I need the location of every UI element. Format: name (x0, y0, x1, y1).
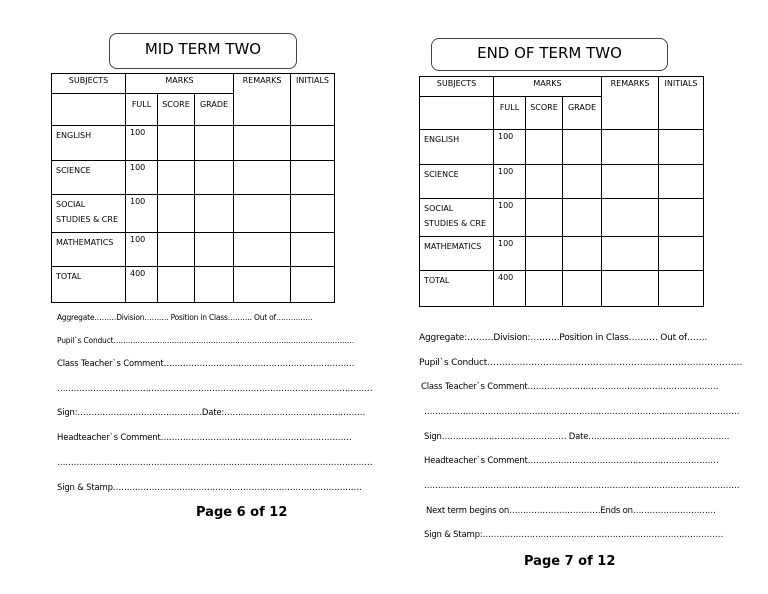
table-row (52, 195, 335, 233)
grade-cell[interactable] (195, 161, 234, 195)
initials-cell[interactable] (659, 237, 704, 271)
initials-cell[interactable] (291, 126, 335, 161)
aggregate-line: Aggregate………Division………. Position in Class………. Out of…………… (57, 313, 313, 322)
full-mark-cell: 100 (494, 199, 526, 237)
full-mark-cell: 100 (494, 237, 526, 271)
score-cell[interactable] (158, 161, 195, 195)
table-row (52, 267, 335, 303)
header-full: FULL (126, 94, 158, 126)
initials-cell[interactable] (659, 130, 704, 165)
score-cell[interactable] (526, 237, 563, 271)
header-subjects: SUBJECTS (52, 74, 126, 94)
header-initials: INITIALS (659, 77, 704, 130)
header-full: FULL (494, 97, 526, 130)
remarks-cell[interactable] (234, 195, 291, 233)
remarks-cell[interactable] (234, 126, 291, 161)
headteacher-comment-line: Headteacher`s Comment…………………………………………………………… (57, 433, 352, 443)
grade-cell[interactable] (563, 237, 602, 271)
grade-cell[interactable] (195, 233, 234, 267)
conduct-line: Pupil`s Conduct……………………………………………………………………………………… (57, 336, 355, 345)
subject-cell: ENGLISH (420, 130, 494, 165)
subject-cell: SOCIAL STUDIES & CRE (420, 199, 494, 237)
subject-cell: MATHEMATICS (52, 233, 126, 267)
grade-cell[interactable] (195, 195, 234, 233)
full-mark-cell: 400 (126, 267, 158, 303)
remarks-cell[interactable] (234, 161, 291, 195)
sign-date-line: Sign……………………………………… Date…………………………………………… (424, 432, 730, 442)
subject-cell: ENGLISH (52, 126, 126, 161)
full-mark-cell: 400 (494, 271, 526, 307)
remarks-cell[interactable] (602, 271, 659, 307)
mid-term-marks-table (51, 73, 335, 303)
page-number: Page 6 of 12 (196, 505, 288, 520)
page-number: Page 7 of 12 (524, 554, 616, 569)
initials-cell[interactable] (291, 195, 335, 233)
full-mark-cell: 100 (126, 233, 158, 267)
header-marks: MARKS (126, 74, 234, 94)
table-row (420, 237, 704, 271)
subject-cell: TOTAL (420, 271, 494, 307)
table-row (420, 271, 704, 307)
end-term-marks-table (419, 76, 704, 307)
remarks-cell[interactable] (602, 237, 659, 271)
header-empty (420, 97, 494, 130)
grade-cell[interactable] (195, 267, 234, 303)
table-row (420, 130, 704, 165)
grade-cell[interactable] (563, 130, 602, 165)
score-cell[interactable] (526, 165, 563, 199)
initials-cell[interactable] (659, 199, 704, 237)
mid-term-title: MID TERM TWO (109, 33, 297, 69)
full-mark-cell: 100 (494, 165, 526, 199)
table-row (52, 161, 335, 195)
grade-cell[interactable] (195, 126, 234, 161)
grade-cell[interactable] (563, 199, 602, 237)
score-cell[interactable] (526, 199, 563, 237)
blank-line: …………………………………………………………………………………………………… (424, 407, 740, 417)
remarks-cell[interactable] (602, 165, 659, 199)
remarks-cell[interactable] (234, 267, 291, 303)
full-mark-cell: 100 (126, 161, 158, 195)
header-marks: MARKS (494, 77, 602, 97)
header-remarks: REMARKS (602, 77, 659, 130)
score-cell[interactable] (158, 233, 195, 267)
initials-cell[interactable] (291, 233, 335, 267)
next-term-line: Next term begins on……………………………Ends on………………………… (426, 506, 716, 516)
teacher-comment-line: Class Teacher`s Comment…………………………………………………………… (57, 359, 355, 369)
initials-cell[interactable] (659, 271, 704, 307)
remarks-cell[interactable] (234, 233, 291, 267)
score-cell[interactable] (526, 130, 563, 165)
remarks-cell[interactable] (602, 199, 659, 237)
initials-cell[interactable] (291, 161, 335, 195)
subject-cell: SCIENCE (52, 161, 126, 195)
full-mark-cell: 100 (126, 126, 158, 161)
blank-line: …………………………………………………………………………………………………… (57, 384, 373, 394)
header-score: SCORE (158, 94, 195, 126)
header-empty (52, 94, 126, 126)
grade-cell[interactable] (563, 165, 602, 199)
score-cell[interactable] (158, 195, 195, 233)
score-cell[interactable] (158, 267, 195, 303)
header-subjects: SUBJECTS (420, 77, 494, 97)
sign-stamp-line: Sign & Stamp:…………………………………………………………………………… (424, 530, 724, 540)
header-grade: GRADE (195, 94, 234, 126)
header-grade: GRADE (563, 97, 602, 130)
grade-cell[interactable] (563, 271, 602, 307)
subject-cell: SOCIAL STUDIES & CRE (52, 195, 126, 233)
header-remarks: REMARKS (234, 74, 291, 126)
full-mark-cell: 100 (494, 130, 526, 165)
initials-cell[interactable] (291, 267, 335, 303)
blank-line: …………………………………………………………………………………………………… (424, 481, 740, 491)
table-row (420, 165, 704, 199)
subject-cell: MATHEMATICS (420, 237, 494, 271)
sign-stamp-line: Sign & Stamp……………………………………………………………………………… (57, 483, 362, 493)
subject-cell: SCIENCE (420, 165, 494, 199)
teacher-comment-line: Class Teacher`s Comment…………………………………………………………… (421, 382, 719, 392)
blank-line: …………………………………………………………………………………………………… (57, 458, 373, 468)
header-initials: INITIALS (291, 74, 335, 126)
subject-cell: TOTAL (52, 267, 126, 303)
score-cell[interactable] (526, 271, 563, 307)
headteacher-comment-line: Headteacher`s Comment…………………………………………………………… (424, 456, 719, 466)
score-cell[interactable] (158, 126, 195, 161)
end-term-title: END OF TERM TWO (431, 38, 668, 71)
table-row (52, 233, 335, 267)
remarks-cell[interactable] (602, 130, 659, 165)
aggregate-line: Aggregate:………Division:……….Position in Class………. Out of……. (419, 333, 708, 343)
conduct-line: Pupil`s Conduct…………………………………………………………………………… (419, 358, 743, 368)
full-mark-cell: 100 (126, 195, 158, 233)
table-row (420, 199, 704, 237)
table-row (52, 126, 335, 161)
header-score: SCORE (526, 97, 563, 130)
initials-cell[interactable] (659, 165, 704, 199)
sign-date-line: Sign:………………………………………Date:…………………………………………… (57, 408, 366, 418)
